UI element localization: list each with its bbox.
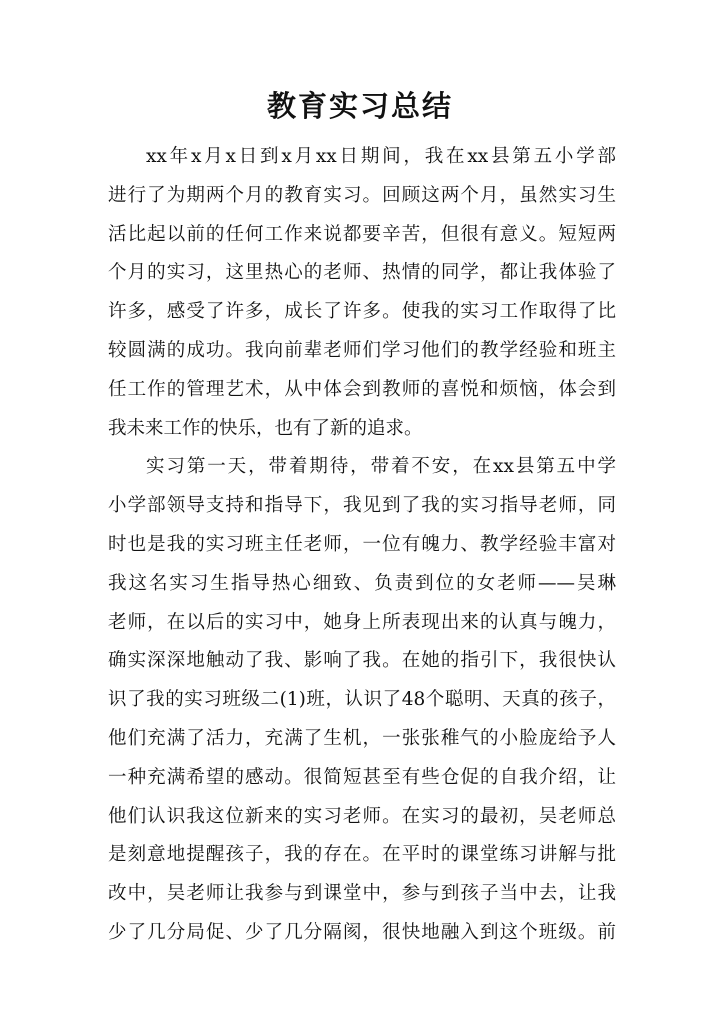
paragraph-2-line-13: 少了几分局促、少了几分隔阂，很快地融入到这个班级。前 (108, 921, 616, 943)
paragraph-2-line-3: 时也是我的实习班主任老师，一位有魄力、教学经验丰富对 (108, 533, 616, 555)
paragraph-1-line-3: 活比起以前的任何工作来说都要辛苦，但很有意义。短短两 (108, 223, 616, 245)
paragraph-1-line-5: 许多，感受了许多，成长了许多。使我的实习工作取得了比 (108, 301, 616, 323)
paragraph-1-line-2: 进行了为期两个月的教育实习。回顾这两个月，虽然实习生 (108, 184, 616, 206)
paragraph-2-line-6: 确实深深地触动了我、影响了我。在她的指引下，我很快认 (108, 650, 616, 672)
paragraph-2-line-1: 实习第一天，带着期待，带着不安，在xx县第五中学 (146, 456, 616, 478)
paragraph-2-line-12: 改中，吴老师让我参与到课堂中，参与到孩子当中去，让我 (108, 883, 616, 905)
paragraph-2-line-8: 他们充满了活力，充满了生机，一张张稚气的小脸庞给予人 (108, 727, 616, 749)
paragraph-2-line-10: 他们认识我这位新来的实习老师。在实习的最初，吴老师总 (108, 805, 616, 827)
paragraph-1-line-7: 任工作的管理艺术，从中体会到教师的喜悦和烦恼，体会到 (108, 378, 616, 400)
paragraph-2-line-4: 我这名实习生指导热心细致、负责到位的女老师——吴琳 (108, 572, 616, 594)
paragraph-1-line-6: 较圆满的成功。我向前辈老师们学习他们的教学经验和班主 (108, 339, 616, 361)
paragraph-1-line-1: xx年x月x日到x月xx日期间，我在xx县第五小学部 (146, 146, 616, 167)
paragraph-1-line-8: 我未来工作的快乐，也有了新的追求。 (108, 417, 423, 439)
paragraph-2-line-5: 老师，在以后的实习中，她身上所表现出来的认真与魄力， (108, 611, 616, 633)
document-title: 教育实习总结 (266, 89, 453, 123)
paragraph-2-line-2: 小学部领导支持和指导下，我见到了我的实习指导老师，同 (108, 495, 616, 517)
paragraph-2-line-9: 一种充满希望的感动。很简短甚至有些仓促的自我介绍，让 (108, 766, 616, 788)
paragraph-2-line-7: 识了我的实习班级二(1)班，认识了48个聪明、天真的孩子， (108, 689, 616, 711)
paragraph-1-line-4: 个月的实习，这里热心的老师、热情的同学，都让我体验了 (108, 262, 616, 284)
document-body (108, 138, 616, 953)
paragraph-2-line-11: 是刻意地提醒孩子，我的存在。在平时的课堂练习讲解与批 (108, 844, 616, 866)
